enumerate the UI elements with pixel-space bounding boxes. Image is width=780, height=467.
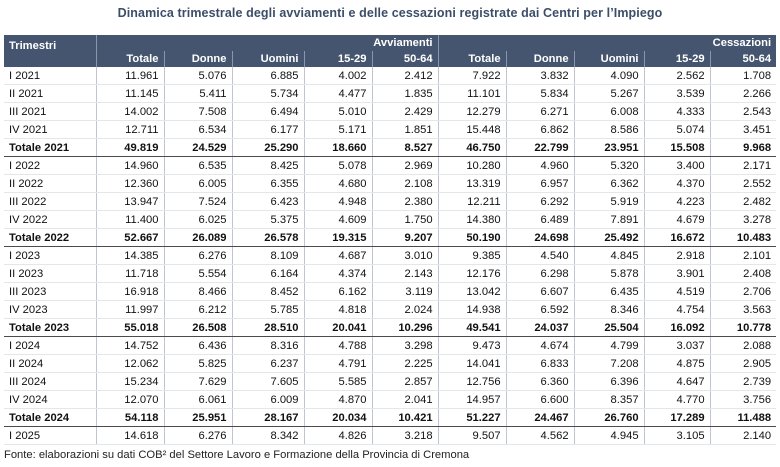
value-cell: 12.756 xyxy=(438,373,506,391)
column-header: 15-29 xyxy=(644,51,710,67)
column-header: Totale xyxy=(438,51,506,67)
table-row xyxy=(4,121,776,139)
value-cell: 8.316 xyxy=(232,337,304,355)
value-cell: 14.752 xyxy=(96,337,164,355)
subheader-row xyxy=(4,51,776,67)
value-cell: 20.034 xyxy=(304,409,372,427)
period-cell: Totale 2022 xyxy=(4,229,96,247)
value-cell: 4.845 xyxy=(574,247,644,265)
value-cell: 2.171 xyxy=(710,157,776,175)
period-cell: III 2023 xyxy=(4,283,96,301)
value-cell: 2.143 xyxy=(372,265,438,283)
value-cell: 4.090 xyxy=(574,67,644,85)
value-cell: 3.105 xyxy=(644,427,710,445)
value-cell: 2.024 xyxy=(372,301,438,319)
value-cell: 4.799 xyxy=(574,337,644,355)
value-cell: 6.212 xyxy=(164,301,232,319)
value-cell: 6.494 xyxy=(232,103,304,121)
value-cell: 4.818 xyxy=(304,301,372,319)
period-cell: I 2022 xyxy=(4,157,96,175)
period-cell: II 2023 xyxy=(4,265,96,283)
value-cell: 4.945 xyxy=(574,427,644,445)
table-title: Dinamica trimestrale degli avviamenti e delle cessazioni registrate dai Centri per l’Impiego xyxy=(117,6,663,20)
value-cell: 5.010 xyxy=(304,103,372,121)
value-cell: 5.785 xyxy=(232,301,304,319)
value-cell: 14.041 xyxy=(438,355,506,373)
total-row xyxy=(4,139,776,157)
value-cell: 14.380 xyxy=(438,211,506,229)
table-row xyxy=(4,373,776,391)
value-cell: 6.271 xyxy=(506,103,574,121)
value-cell: 25.290 xyxy=(232,139,304,157)
value-cell: 2.380 xyxy=(372,193,438,211)
value-cell: 18.660 xyxy=(304,139,372,157)
value-cell: 26.760 xyxy=(574,409,644,427)
value-cell: 6.600 xyxy=(506,391,574,409)
value-cell: 5.078 xyxy=(304,157,372,175)
value-cell: 16.092 xyxy=(644,319,710,337)
value-cell: 20.041 xyxy=(304,319,372,337)
value-cell: 6.423 xyxy=(232,193,304,211)
value-cell: 4.333 xyxy=(644,103,710,121)
data-table xyxy=(4,35,776,445)
value-cell: 3.119 xyxy=(372,283,438,301)
value-cell: 1.851 xyxy=(372,121,438,139)
value-cell: 3.278 xyxy=(710,211,776,229)
value-cell: 19.315 xyxy=(304,229,372,247)
value-cell: 4.674 xyxy=(506,337,574,355)
value-cell: 55.018 xyxy=(96,319,164,337)
value-cell: 3.563 xyxy=(710,301,776,319)
group-header-cessazioni: Cessazioni xyxy=(438,35,776,51)
table-row xyxy=(4,193,776,211)
value-cell: 15.508 xyxy=(644,139,710,157)
value-cell: 2.739 xyxy=(710,373,776,391)
value-cell: 2.969 xyxy=(372,157,438,175)
value-cell: 4.370 xyxy=(644,175,710,193)
value-cell: 2.543 xyxy=(710,103,776,121)
value-cell: 13.947 xyxy=(96,193,164,211)
value-cell: 6.436 xyxy=(164,337,232,355)
value-cell: 4.609 xyxy=(304,211,372,229)
value-cell: 28.510 xyxy=(232,319,304,337)
column-header: Donne xyxy=(506,51,574,67)
value-cell: 6.607 xyxy=(506,283,574,301)
table-row xyxy=(4,301,776,319)
value-cell: 25.492 xyxy=(574,229,644,247)
value-cell: 46.750 xyxy=(438,139,506,157)
value-cell: 8.586 xyxy=(574,121,644,139)
value-cell: 6.292 xyxy=(506,193,574,211)
value-cell: 6.162 xyxy=(304,283,372,301)
value-cell: 5.411 xyxy=(164,85,232,103)
value-cell: 2.225 xyxy=(372,355,438,373)
column-header: Totale xyxy=(96,51,164,67)
value-cell: 6.061 xyxy=(164,391,232,409)
value-cell: 13.042 xyxy=(438,283,506,301)
period-cell: III 2024 xyxy=(4,373,96,391)
value-cell: 15.448 xyxy=(438,121,506,139)
value-cell: 4.562 xyxy=(506,427,574,445)
column-header: Uomini xyxy=(574,51,644,67)
value-cell: 6.435 xyxy=(574,283,644,301)
period-header: Trimestri xyxy=(4,35,96,67)
period-cell: I 2023 xyxy=(4,247,96,265)
value-cell: 3.010 xyxy=(372,247,438,265)
period-cell: Totale 2023 xyxy=(4,319,96,337)
value-cell: 4.826 xyxy=(304,427,372,445)
value-cell: 4.687 xyxy=(304,247,372,265)
value-cell: 6.362 xyxy=(574,175,644,193)
value-cell: 6.534 xyxy=(164,121,232,139)
value-cell: 12.176 xyxy=(438,265,506,283)
value-cell: 6.360 xyxy=(506,373,574,391)
value-cell: 14.957 xyxy=(438,391,506,409)
value-cell: 2.857 xyxy=(372,373,438,391)
value-cell: 14.960 xyxy=(96,157,164,175)
value-cell: 2.266 xyxy=(710,85,776,103)
value-cell: 5.878 xyxy=(574,265,644,283)
table-row xyxy=(4,355,776,373)
value-cell: 25.951 xyxy=(164,409,232,427)
value-cell: 7.922 xyxy=(438,67,506,85)
value-cell: 3.756 xyxy=(710,391,776,409)
value-cell: 2.429 xyxy=(372,103,438,121)
period-cell: I 2024 xyxy=(4,337,96,355)
value-cell: 6.833 xyxy=(506,355,574,373)
value-cell: 14.385 xyxy=(96,247,164,265)
value-cell: 11.400 xyxy=(96,211,164,229)
value-cell: 2.552 xyxy=(710,175,776,193)
value-cell: 6.862 xyxy=(506,121,574,139)
column-header: 50-64 xyxy=(372,51,438,67)
value-cell: 2.412 xyxy=(372,67,438,85)
value-cell: 7.629 xyxy=(164,373,232,391)
table-row xyxy=(4,67,776,85)
value-cell: 8.342 xyxy=(232,427,304,445)
value-cell: 3.218 xyxy=(372,427,438,445)
value-cell: 12.062 xyxy=(96,355,164,373)
value-cell: 54.118 xyxy=(96,409,164,427)
value-cell: 6.177 xyxy=(232,121,304,139)
value-cell: 4.870 xyxy=(304,391,372,409)
table-row xyxy=(4,391,776,409)
value-cell: 6.237 xyxy=(232,355,304,373)
table-row xyxy=(4,175,776,193)
value-cell: 4.680 xyxy=(304,175,372,193)
value-cell: 5.585 xyxy=(304,373,372,391)
value-cell: 9.507 xyxy=(438,427,506,445)
value-cell: 10.296 xyxy=(372,319,438,337)
value-cell: 5.919 xyxy=(574,193,644,211)
value-cell: 2.041 xyxy=(372,391,438,409)
value-cell: 9.207 xyxy=(372,229,438,247)
value-cell: 4.791 xyxy=(304,355,372,373)
value-cell: 11.101 xyxy=(438,85,506,103)
value-cell: 12.360 xyxy=(96,175,164,193)
value-cell: 50.190 xyxy=(438,229,506,247)
value-cell: 10.280 xyxy=(438,157,506,175)
value-cell: 5.734 xyxy=(232,85,304,103)
table-row xyxy=(4,337,776,355)
value-cell: 5.267 xyxy=(574,85,644,103)
value-cell: 49.541 xyxy=(438,319,506,337)
value-cell: 11.718 xyxy=(96,265,164,283)
value-cell: 16.918 xyxy=(96,283,164,301)
value-cell: 49.819 xyxy=(96,139,164,157)
table-body xyxy=(4,67,776,445)
value-cell: 4.540 xyxy=(506,247,574,265)
total-row xyxy=(4,319,776,337)
value-cell: 23.951 xyxy=(574,139,644,157)
period-cell: II 2024 xyxy=(4,355,96,373)
period-cell: IV 2024 xyxy=(4,391,96,409)
value-cell: 6.276 xyxy=(164,427,232,445)
value-cell: 4.770 xyxy=(644,391,710,409)
value-cell: 11.997 xyxy=(96,301,164,319)
value-cell: 7.524 xyxy=(164,193,232,211)
value-cell: 14.618 xyxy=(96,427,164,445)
value-cell: 26.089 xyxy=(164,229,232,247)
period-cell: Totale 2021 xyxy=(4,139,96,157)
period-cell: Totale 2024 xyxy=(4,409,96,427)
value-cell: 11.145 xyxy=(96,85,164,103)
value-cell: 9.968 xyxy=(710,139,776,157)
value-cell: 10.778 xyxy=(710,319,776,337)
value-cell: 2.905 xyxy=(710,355,776,373)
period-cell: I 2025 xyxy=(4,427,96,445)
period-cell: IV 2023 xyxy=(4,301,96,319)
period-cell: II 2021 xyxy=(4,85,96,103)
value-cell: 2.562 xyxy=(644,67,710,85)
column-header: Donne xyxy=(164,51,232,67)
value-cell: 24.037 xyxy=(506,319,574,337)
value-cell: 7.208 xyxy=(574,355,644,373)
group-header-avviamenti: Avviamenti xyxy=(96,35,438,51)
value-cell: 4.223 xyxy=(644,193,710,211)
value-cell: 6.885 xyxy=(232,67,304,85)
value-cell: 8.452 xyxy=(232,283,304,301)
value-cell: 16.672 xyxy=(644,229,710,247)
table-row xyxy=(4,103,776,121)
value-cell: 3.901 xyxy=(644,265,710,283)
table-header xyxy=(4,35,776,67)
value-cell: 1.750 xyxy=(372,211,438,229)
value-cell: 6.164 xyxy=(232,265,304,283)
period-cell: II 2022 xyxy=(4,175,96,193)
value-cell: 4.960 xyxy=(506,157,574,175)
column-header: Uomini xyxy=(232,51,304,67)
value-cell: 3.451 xyxy=(710,121,776,139)
value-cell: 6.396 xyxy=(574,373,644,391)
value-cell: 6.355 xyxy=(232,175,304,193)
value-cell: 4.374 xyxy=(304,265,372,283)
value-cell: 10.483 xyxy=(710,229,776,247)
value-cell: 4.679 xyxy=(644,211,710,229)
value-cell: 7.605 xyxy=(232,373,304,391)
value-cell: 4.002 xyxy=(304,67,372,85)
value-cell: 11.488 xyxy=(710,409,776,427)
value-cell: 4.647 xyxy=(644,373,710,391)
value-cell: 26.508 xyxy=(164,319,232,337)
value-cell: 6.276 xyxy=(164,247,232,265)
value-cell: 26.578 xyxy=(232,229,304,247)
value-cell: 5.074 xyxy=(644,121,710,139)
value-cell: 5.171 xyxy=(304,121,372,139)
value-cell: 5.825 xyxy=(164,355,232,373)
value-cell: 6.298 xyxy=(506,265,574,283)
value-cell: 3.832 xyxy=(506,67,574,85)
value-cell: 24.467 xyxy=(506,409,574,427)
value-cell: 2.408 xyxy=(710,265,776,283)
period-cell: IV 2022 xyxy=(4,211,96,229)
table-row xyxy=(4,157,776,175)
value-cell: 6.592 xyxy=(506,301,574,319)
value-cell: 8.527 xyxy=(372,139,438,157)
value-cell: 3.298 xyxy=(372,337,438,355)
value-cell: 1.708 xyxy=(710,67,776,85)
value-cell: 6.535 xyxy=(164,157,232,175)
value-cell: 2.140 xyxy=(710,427,776,445)
value-cell: 5.076 xyxy=(164,67,232,85)
period-cell: I 2021 xyxy=(4,67,96,85)
value-cell: 7.891 xyxy=(574,211,644,229)
value-cell: 12.070 xyxy=(96,391,164,409)
value-cell: 4.754 xyxy=(644,301,710,319)
value-cell: 9.385 xyxy=(438,247,506,265)
value-cell: 24.529 xyxy=(164,139,232,157)
table-row xyxy=(4,283,776,301)
value-cell: 2.918 xyxy=(644,247,710,265)
value-cell: 25.504 xyxy=(574,319,644,337)
value-cell: 51.227 xyxy=(438,409,506,427)
table-row xyxy=(4,265,776,283)
value-cell: 5.375 xyxy=(232,211,304,229)
value-cell: 8.346 xyxy=(574,301,644,319)
period-cell: III 2021 xyxy=(4,103,96,121)
value-cell: 3.037 xyxy=(644,337,710,355)
value-cell: 14.002 xyxy=(96,103,164,121)
value-cell: 3.400 xyxy=(644,157,710,175)
value-cell: 17.289 xyxy=(644,409,710,427)
table-row xyxy=(4,247,776,265)
value-cell: 5.554 xyxy=(164,265,232,283)
value-cell: 6.008 xyxy=(574,103,644,121)
value-cell: 4.875 xyxy=(644,355,710,373)
period-cell: IV 2021 xyxy=(4,121,96,139)
value-cell: 9.473 xyxy=(438,337,506,355)
value-cell: 11.961 xyxy=(96,67,164,85)
value-cell: 5.320 xyxy=(574,157,644,175)
value-cell: 10.421 xyxy=(372,409,438,427)
value-cell: 6.009 xyxy=(232,391,304,409)
value-cell: 6.005 xyxy=(164,175,232,193)
value-cell: 24.698 xyxy=(506,229,574,247)
value-cell: 6.489 xyxy=(506,211,574,229)
value-cell: 12.211 xyxy=(438,193,506,211)
value-cell: 22.799 xyxy=(506,139,574,157)
value-cell: 2.108 xyxy=(372,175,438,193)
value-cell: 6.025 xyxy=(164,211,232,229)
column-header: 50-64 xyxy=(710,51,776,67)
value-cell: 13.319 xyxy=(438,175,506,193)
table-row xyxy=(4,85,776,103)
table-row xyxy=(4,211,776,229)
value-cell: 2.088 xyxy=(710,337,776,355)
value-cell: 15.234 xyxy=(96,373,164,391)
value-cell: 12.711 xyxy=(96,121,164,139)
value-cell: 8.357 xyxy=(574,391,644,409)
table-row xyxy=(4,427,776,445)
period-cell: III 2022 xyxy=(4,193,96,211)
value-cell: 4.948 xyxy=(304,193,372,211)
column-header: 15-29 xyxy=(304,51,372,67)
value-cell: 6.957 xyxy=(506,175,574,193)
value-cell: 8.425 xyxy=(232,157,304,175)
value-cell: 7.508 xyxy=(164,103,232,121)
value-cell: 8.466 xyxy=(164,283,232,301)
value-cell: 28.167 xyxy=(232,409,304,427)
value-cell: 3.539 xyxy=(644,85,710,103)
value-cell: 1.835 xyxy=(372,85,438,103)
value-cell: 8.109 xyxy=(232,247,304,265)
value-cell: 2.482 xyxy=(710,193,776,211)
value-cell: 52.667 xyxy=(96,229,164,247)
source-note: Fonte: elaborazioni su dati COB² del Settore Lavoro e Formazione della Provincia di Cremona xyxy=(4,449,470,461)
value-cell: 2.706 xyxy=(710,283,776,301)
total-row xyxy=(4,409,776,427)
value-cell: 14.938 xyxy=(438,301,506,319)
value-cell: 4.519 xyxy=(644,283,710,301)
value-cell: 12.279 xyxy=(438,103,506,121)
value-cell: 2.101 xyxy=(710,247,776,265)
total-row xyxy=(4,229,776,247)
value-cell: 4.477 xyxy=(304,85,372,103)
value-cell: 5.834 xyxy=(506,85,574,103)
value-cell: 4.788 xyxy=(304,337,372,355)
